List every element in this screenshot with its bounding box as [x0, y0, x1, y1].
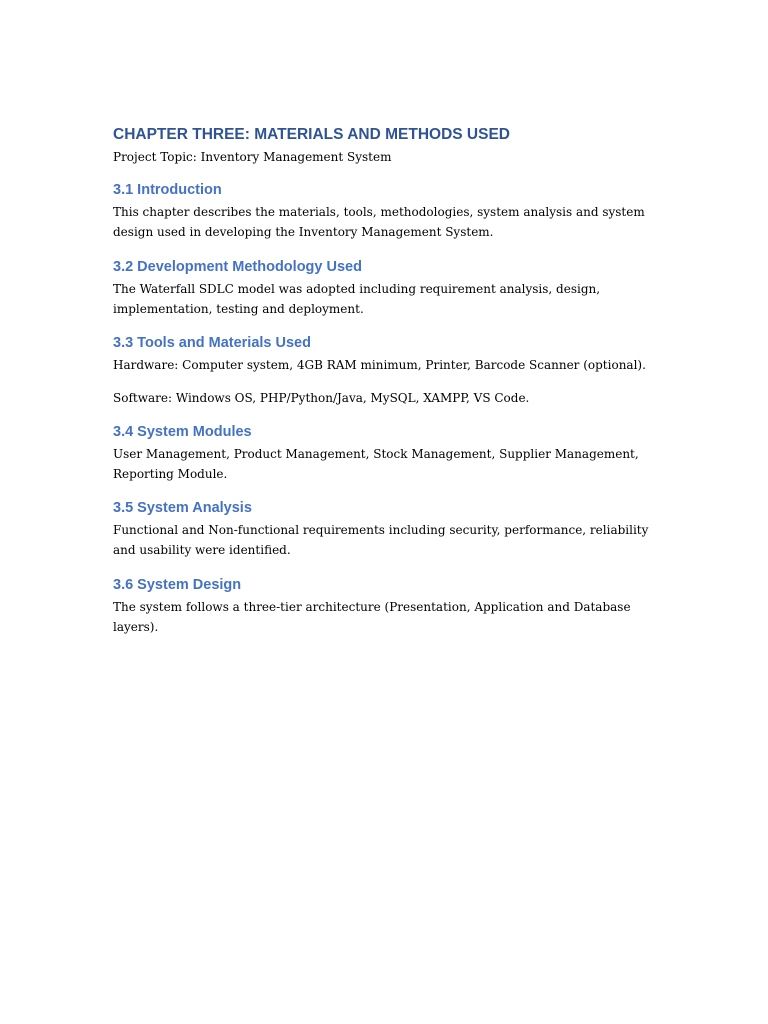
project-topic: Project Topic: Inventory Management System — [113, 150, 392, 164]
document-page — [113, 124, 663, 637]
section-heading-system-design: 3.6 System Design — [113, 577, 242, 593]
paragraph-development-methodology: The Waterfall SDLC model was adopted including requirement analysis, design, implementation, testing and deployment. — [113, 282, 601, 316]
section-heading-development-methodology: 3.2 Development Methodology Used — [113, 259, 362, 275]
section-heading-system-analysis: 3.5 System Analysis — [113, 500, 252, 516]
section-heading-tools-materials: 3.3 Tools and Materials Used — [113, 335, 311, 351]
section-heading-introduction: 3.1 Introduction — [113, 182, 222, 198]
paragraph-software: Software: Windows OS, PHP/Python/Java, MySQL, XAMPP, VS Code. — [113, 390, 530, 405]
paragraph-hardware: Hardware: Computer system, 4GB RAM minimum, Printer, Barcode Scanner (optional). — [113, 358, 646, 372]
paragraph-system-design: The system follows a three-tier architecture (Presentation, Application and Database layers). — [113, 600, 631, 634]
paragraph-system-analysis: Functional and Non-functional requirements including security, performance, reliability and usability were identified. — [113, 523, 649, 557]
section-heading-system-modules: 3.4 System Modules — [113, 424, 252, 440]
chapter-title: CHAPTER THREE: MATERIALS AND METHODS USED — [113, 126, 510, 143]
paragraph-introduction: This chapter describes the materials, tools, methodologies, system analysis and system design used in developing the Inventory Management System. — [113, 205, 645, 239]
paragraph-system-modules: User Management, Product Management, Stock Management, Supplier Management, Reporting Module. — [113, 447, 639, 481]
